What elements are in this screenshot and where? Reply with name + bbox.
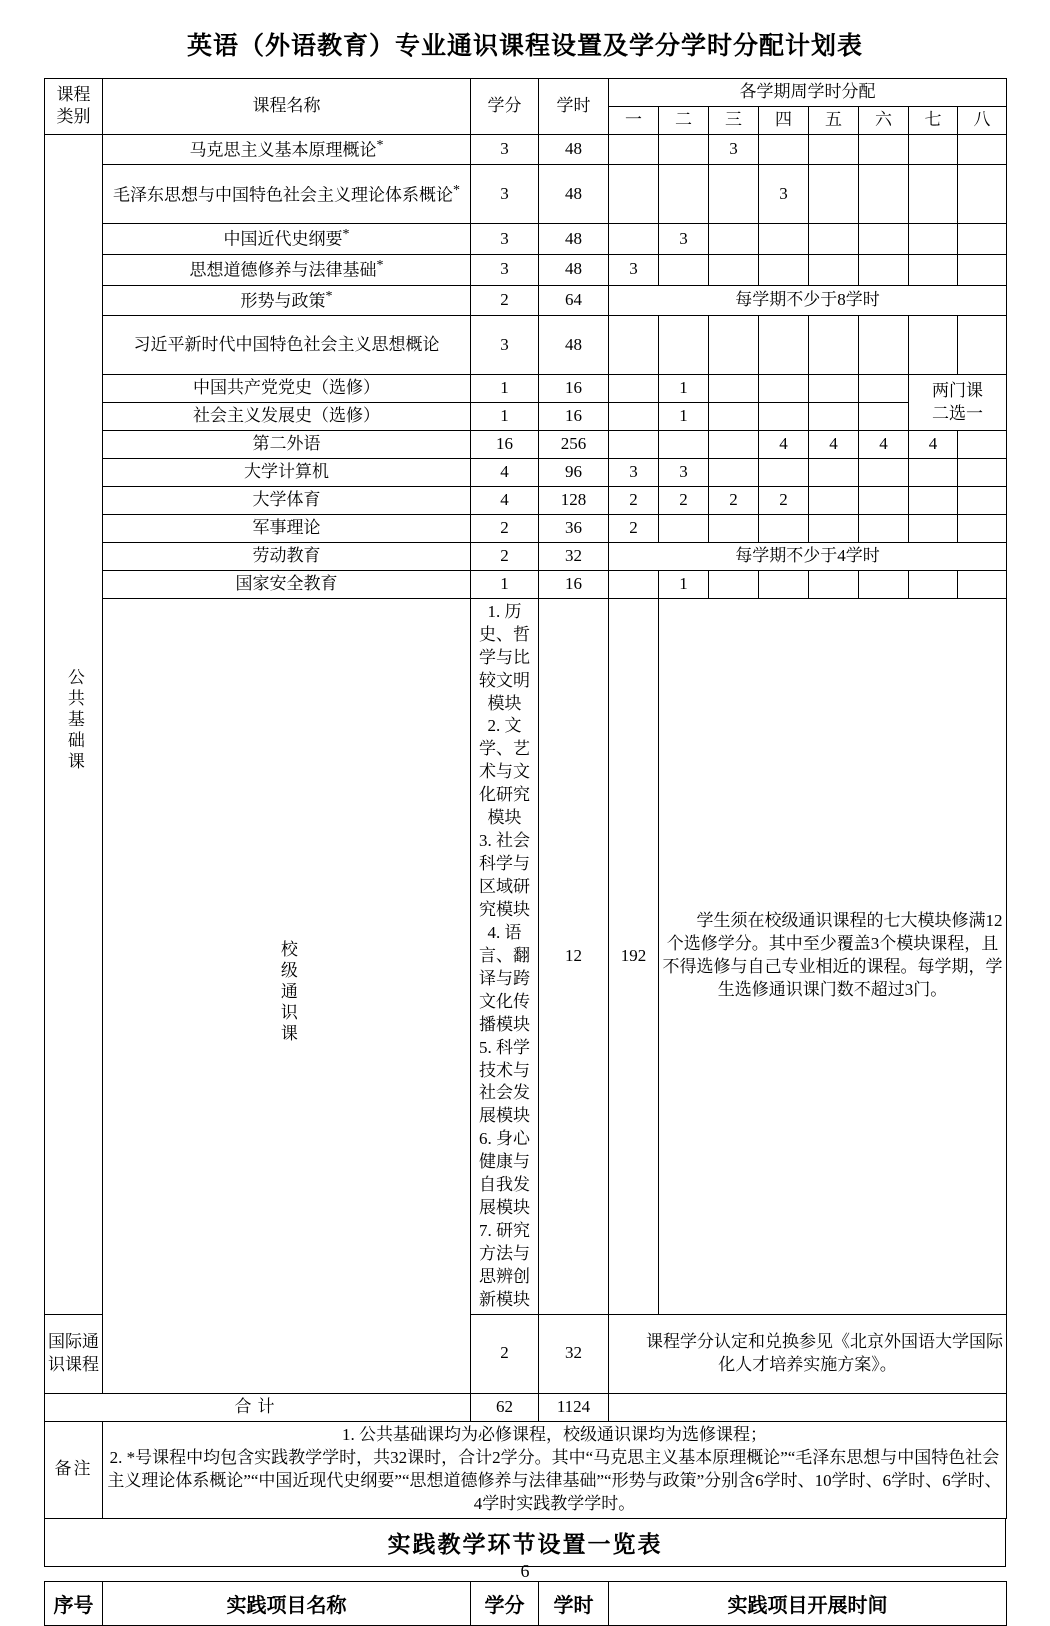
elective-note-line2: 二选一 xyxy=(932,403,983,423)
total-credits: 62 xyxy=(471,1393,539,1421)
term-cell-8 xyxy=(958,514,1007,542)
credits-cell: 1 xyxy=(471,570,539,598)
table-row xyxy=(45,542,1007,570)
term-cell-6 xyxy=(859,487,909,515)
credits-cell: 2 xyxy=(471,514,539,542)
term-cell-5 xyxy=(809,165,859,224)
credits-cell: 1 xyxy=(471,375,539,403)
hours-cell: 36 xyxy=(539,514,609,542)
term-cell-3 xyxy=(709,224,759,255)
course-name-cell: 国际通识课程 xyxy=(45,1314,103,1393)
course-name-cell: 军事理论 xyxy=(103,514,471,542)
term-cell-8 xyxy=(958,165,1007,224)
term-cell-7 xyxy=(909,316,958,375)
term-cell-4 xyxy=(759,224,809,255)
course-name-cell: 大学体育 xyxy=(103,487,471,515)
practice-header-credits: 学分 xyxy=(471,1581,539,1625)
hours-cell: 32 xyxy=(539,1314,609,1393)
term-cell-2: 1 xyxy=(659,375,709,403)
table-row xyxy=(45,514,1007,542)
credits-cell: 3 xyxy=(471,224,539,255)
table-row xyxy=(45,375,1007,403)
term-cell-5 xyxy=(809,459,859,487)
credits-cell: 2 xyxy=(471,1314,539,1393)
hours-cell: 64 xyxy=(539,285,609,316)
header-term-2: 二 xyxy=(659,106,709,134)
hours-cell: 128 xyxy=(539,487,609,515)
term-cell-1 xyxy=(609,403,659,431)
header-category xyxy=(45,79,103,135)
category-school-general-label: 校级通识课 xyxy=(277,939,297,1045)
term-cell-5 xyxy=(809,316,859,375)
practice-star: * xyxy=(376,137,384,153)
international-note: 课程学分认定和兑换参见《北京外国语大学国际化人才培养实施方案》。 xyxy=(609,1314,1007,1393)
practice-header-name: 实践项目名称 xyxy=(103,1581,471,1625)
practice-header-row xyxy=(45,1581,1007,1625)
table-row xyxy=(45,459,1007,487)
total-empty xyxy=(609,1393,1007,1421)
remark-line-1: 1. 公共基础课均为必修课程，校级通识课均为选修课程； xyxy=(342,1424,767,1444)
table-row xyxy=(45,224,1007,255)
table-row xyxy=(45,598,1007,1314)
term-cell-6 xyxy=(859,570,909,598)
term-cell-5 xyxy=(809,255,859,286)
course-name-cell: 思想道德修养与法律基础* xyxy=(103,255,471,286)
term-cell-3 xyxy=(709,375,759,403)
term-cell-7 xyxy=(909,134,958,165)
term-cell-8 xyxy=(958,316,1007,375)
term-cell-4: 2 xyxy=(759,487,809,515)
header-term-5: 五 xyxy=(809,106,859,134)
term-cell-7: 4 xyxy=(909,431,958,459)
category-public-basic-label: 公共基础课 xyxy=(64,668,84,774)
module-item: 7. 研究方法与思辨创新模块 xyxy=(479,1221,530,1309)
table-row xyxy=(45,570,1007,598)
term-cell-4 xyxy=(759,255,809,286)
term-cell-5 xyxy=(809,403,859,431)
hours-cell: 48 xyxy=(539,134,609,165)
term-cell-1: 3 xyxy=(609,255,659,286)
hours-cell: 192 xyxy=(609,598,659,1314)
total-hours: 1124 xyxy=(539,1393,609,1421)
module-note: 学生须在校级通识课程的七大模块修满12个选修学分。其中至少覆盖3个模块课程，且不得选修与自己专业相近的课程。每学期，学生选修通识课门数不超过3门。 xyxy=(659,598,1007,1314)
term-cell-8 xyxy=(958,224,1007,255)
hours-cell: 48 xyxy=(539,165,609,224)
term-cell-5 xyxy=(809,375,859,403)
term-cell-3 xyxy=(709,514,759,542)
course-name-cell: 习近平新时代中国特色社会主义思想概论 xyxy=(103,316,471,375)
module-item: 1. 历史、哲学与比较文明模块 xyxy=(479,601,530,713)
header-category-line1: 课程 xyxy=(56,84,91,104)
course-name-cell: 毛泽东思想与中国特色社会主义理论体系概论* xyxy=(103,165,471,224)
term-cell-5 xyxy=(809,224,859,255)
course-name-cell: 第二外语 xyxy=(103,431,471,459)
term-cell-3 xyxy=(709,316,759,375)
credits-cell: 2 xyxy=(471,542,539,570)
term-cell-1: 3 xyxy=(609,459,659,487)
term-cell-5: 4 xyxy=(809,431,859,459)
credits-cell: 3 xyxy=(471,165,539,224)
term-cell-6 xyxy=(859,134,909,165)
credits-cell: 3 xyxy=(471,316,539,375)
term-cell-3: 2 xyxy=(709,487,759,515)
term-cell-6 xyxy=(859,224,909,255)
credits-cell: 4 xyxy=(471,459,539,487)
term-cell-8 xyxy=(958,134,1007,165)
remark-body xyxy=(103,1421,1007,1518)
hours-cell: 48 xyxy=(539,255,609,286)
module-list-cell xyxy=(471,598,539,1314)
term-cell-1 xyxy=(609,316,659,375)
header-course-name: 课程名称 xyxy=(103,79,471,135)
course-name-cell: 马克思主义基本原理概论* xyxy=(103,134,471,165)
term-cell-5 xyxy=(809,487,859,515)
term-cell-3 xyxy=(709,165,759,224)
term-cell-4 xyxy=(759,459,809,487)
hours-cell: 16 xyxy=(539,403,609,431)
term-cell-3 xyxy=(709,255,759,286)
term-cell-3 xyxy=(709,403,759,431)
term-cell-2 xyxy=(659,431,709,459)
term-cell-6 xyxy=(859,459,909,487)
module-item: 5. 科学技术与社会发展模块 xyxy=(479,1037,530,1126)
term-cell-2 xyxy=(659,255,709,286)
practice-header-hours: 学时 xyxy=(539,1581,609,1625)
term-cell-1 xyxy=(609,570,659,598)
term-cell-7 xyxy=(909,255,958,286)
module-item: 3. 社会科学与区域研究模块 xyxy=(479,831,530,919)
term-cell-5 xyxy=(809,134,859,165)
term-cell-8 xyxy=(958,487,1007,515)
term-cell-7 xyxy=(909,487,958,515)
table-row xyxy=(45,255,1007,286)
credits-cell: 1 xyxy=(471,403,539,431)
term-cell-2: 3 xyxy=(659,224,709,255)
term-cell-3 xyxy=(709,431,759,459)
elective-note xyxy=(909,375,1007,431)
course-name-cell: 形势与政策* xyxy=(103,285,471,316)
hours-cell: 16 xyxy=(539,375,609,403)
practice-header-index: 序号 xyxy=(45,1581,103,1625)
hours-cell: 32 xyxy=(539,542,609,570)
term-cell-6 xyxy=(859,165,909,224)
credits-cell: 12 xyxy=(539,598,609,1314)
practice-star: * xyxy=(453,182,460,198)
term-cell-6 xyxy=(859,514,909,542)
term-cell-1 xyxy=(609,224,659,255)
remark-row xyxy=(45,1421,1007,1518)
table-row xyxy=(45,403,1007,431)
term-cell-1 xyxy=(609,165,659,224)
term-cell-4 xyxy=(759,403,809,431)
total-label: 合计 xyxy=(45,1393,471,1421)
term-cell-2 xyxy=(659,134,709,165)
hours-cell: 256 xyxy=(539,431,609,459)
practice-star: * xyxy=(376,258,384,274)
page-title: 英语（外语教育）专业通识课程设置及学分学时分配计划表 xyxy=(186,33,863,60)
course-name-cell: 社会主义发展史（选修） xyxy=(103,403,471,431)
header-credits: 学分 xyxy=(471,79,539,135)
term-cell-5 xyxy=(809,514,859,542)
term-cell-4: 3 xyxy=(759,165,809,224)
table-row xyxy=(45,134,1007,165)
term-cell-4 xyxy=(759,570,809,598)
term-cell-7 xyxy=(909,514,958,542)
credits-cell: 16 xyxy=(471,431,539,459)
table-row xyxy=(45,431,1007,459)
term-cell-6: 4 xyxy=(859,431,909,459)
term-cell-4 xyxy=(759,375,809,403)
term-cell-3 xyxy=(709,459,759,487)
credits-cell: 4 xyxy=(471,487,539,515)
course-name-cell: 中国近代史纲要* xyxy=(103,224,471,255)
term-cell-6 xyxy=(859,255,909,286)
term-cell-2 xyxy=(659,316,709,375)
term-cell-5 xyxy=(809,570,859,598)
hours-cell: 48 xyxy=(539,316,609,375)
header-term-4: 四 xyxy=(759,106,809,134)
term-cell-1 xyxy=(609,375,659,403)
hours-cell: 16 xyxy=(539,570,609,598)
table-row xyxy=(45,487,1007,515)
header-term-7: 七 xyxy=(909,106,958,134)
category-public-basic xyxy=(45,134,103,1314)
course-name-cell: 劳动教育 xyxy=(103,542,471,570)
course-name-cell: 国家安全教育 xyxy=(103,570,471,598)
term-cell-2 xyxy=(659,165,709,224)
term-cell-4: 4 xyxy=(759,431,809,459)
term-cell-2: 1 xyxy=(659,570,709,598)
section2-title: 实践教学环节设置一览表 xyxy=(44,1519,1006,1567)
table-row xyxy=(45,316,1007,375)
module-item: 6. 身心健康与自我发展模块 xyxy=(479,1129,530,1218)
header-term-3: 三 xyxy=(709,106,759,134)
remark-label: 备注 xyxy=(45,1421,103,1518)
elective-note-line1: 两门课 xyxy=(932,380,983,400)
hours-cell: 96 xyxy=(539,459,609,487)
practice-star: * xyxy=(342,227,350,243)
page-number: 6 xyxy=(520,1561,530,1581)
term-cell-2: 2 xyxy=(659,487,709,515)
term-cell-7 xyxy=(909,459,958,487)
term-cell-3: 3 xyxy=(709,134,759,165)
module-item: 2. 文学、艺术与文化研究模块 xyxy=(479,716,530,828)
credits-cell: 3 xyxy=(471,255,539,286)
hours-cell: 48 xyxy=(539,224,609,255)
term-cell-3 xyxy=(709,570,759,598)
term-cell-1 xyxy=(609,134,659,165)
header-hours: 学时 xyxy=(539,79,609,135)
practice-star: * xyxy=(325,288,333,304)
credits-cell: 2 xyxy=(471,285,539,316)
term-span-note: 每学期不少于8学时 xyxy=(609,285,1007,316)
term-cell-7 xyxy=(909,224,958,255)
term-cell-8 xyxy=(958,255,1007,286)
term-cell-2: 3 xyxy=(659,459,709,487)
header-category-line2: 类别 xyxy=(56,107,91,127)
term-cell-6 xyxy=(859,403,909,431)
term-cell-2 xyxy=(659,514,709,542)
term-span-note: 每学期不少于4学时 xyxy=(609,542,1007,570)
term-cell-1: 2 xyxy=(609,514,659,542)
term-cell-6 xyxy=(859,316,909,375)
table-row xyxy=(45,285,1007,316)
term-cell-4 xyxy=(759,514,809,542)
term-cell-2: 1 xyxy=(659,403,709,431)
term-cell-6 xyxy=(859,375,909,403)
table-row xyxy=(45,165,1007,224)
course-name-cell: 中国共产党党史（选修） xyxy=(103,375,471,403)
term-cell-8 xyxy=(958,570,1007,598)
category-school-general xyxy=(103,598,471,1393)
practice-table xyxy=(44,1581,1007,1626)
module-item: 4. 语言、翻译与跨文化传播模块 xyxy=(479,922,530,1034)
term-cell-1 xyxy=(609,431,659,459)
header-term-group: 各学期周学时分配 xyxy=(609,79,1007,107)
header-term-1: 一 xyxy=(609,106,659,134)
term-cell-4 xyxy=(759,316,809,375)
course-name-cell: 大学计算机 xyxy=(103,459,471,487)
table-header-row-1 xyxy=(45,79,1007,107)
header-term-6: 六 xyxy=(859,106,909,134)
remark-line-2: 2. *号课程中均包含实践教学学时，共32课时，合计2学分。其中“马克思主义基本原理概论”“毛泽东思想与中国特色社会主义理论体系概论”“中国近现代史纲要”“思想道德修养与法律基础”“形势与政策”分别含6学时、10学时、6学时、6学时、4学时实践教学学时。 xyxy=(107,1447,1002,1513)
term-cell-4 xyxy=(759,134,809,165)
term-cell-8 xyxy=(958,459,1007,487)
term-cell-7 xyxy=(909,570,958,598)
total-row xyxy=(45,1393,1007,1421)
header-term-8: 八 xyxy=(958,106,1007,134)
term-cell-8 xyxy=(958,431,1007,459)
term-cell-1: 2 xyxy=(609,487,659,515)
practice-header-time: 实践项目开展时间 xyxy=(609,1581,1007,1625)
term-cell-7 xyxy=(909,165,958,224)
credits-cell: 3 xyxy=(471,134,539,165)
curriculum-table xyxy=(44,78,1007,1519)
